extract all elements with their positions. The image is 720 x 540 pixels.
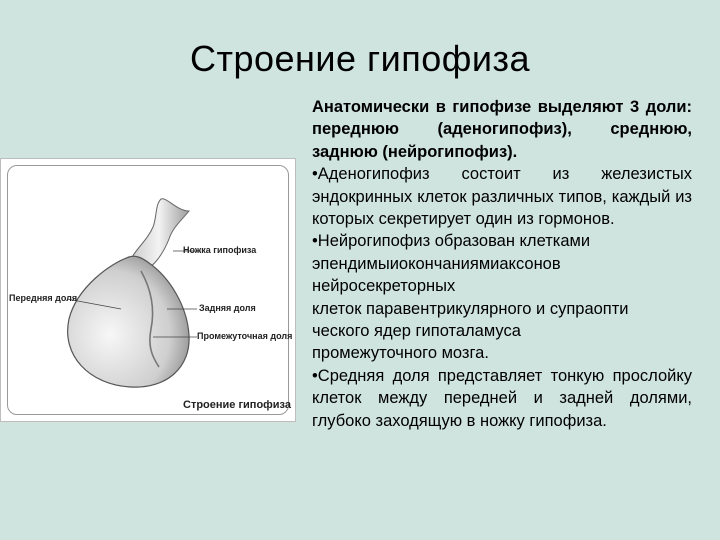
adenohypophysis-paragraph: •Аденогипофиз состоит из железистых эндокринных клеток различных типов, каждый из которых секретирует один из гормонов. [312,165,692,229]
label-posterior: Задняя доля [199,303,256,313]
slide-title: Строение гипофиза [189,38,531,80]
figure-caption: Строение гипофиза [183,399,292,411]
pituitary-illustration [1,159,297,423]
middle-lobe-paragraph: •Средняя доля представляет тонкую прослойку клеток между передней и задней долями, глубоко заходящую в ножку гипофиза. [312,366,692,430]
label-intermediate: Промежуточная доля [197,331,293,341]
neurohypophysis-paragraph [312,230,692,364]
pituitary-body [68,256,189,387]
pituitary-figure [0,158,296,422]
neuro-line-3: нейросекреторных [312,277,456,296]
label-stalk: Ножка гипофиза [183,245,257,255]
text-column [312,96,692,432]
label-anterior: Передняя доля [9,293,78,303]
intro-paragraph: Анатомически в гипофизе выделяют 3 доли: переднюю (аденогипофиз), среднюю, заднюю (нейрогипофиз). [312,98,692,161]
neuro-line-5: ческого ядер гипоталамуса [312,322,521,341]
neuro-line-1-text: •Нейрогипофиз образован клетками [312,232,591,251]
neuro-line-1 [312,230,692,252]
neuro-line-6: промежуточного мозга. [312,344,489,363]
neuro-line-2: эпендимыиокончаниямиаксонов [312,254,561,273]
neuro-line-4: клеток паравентрикулярного и супраопти [312,299,629,318]
